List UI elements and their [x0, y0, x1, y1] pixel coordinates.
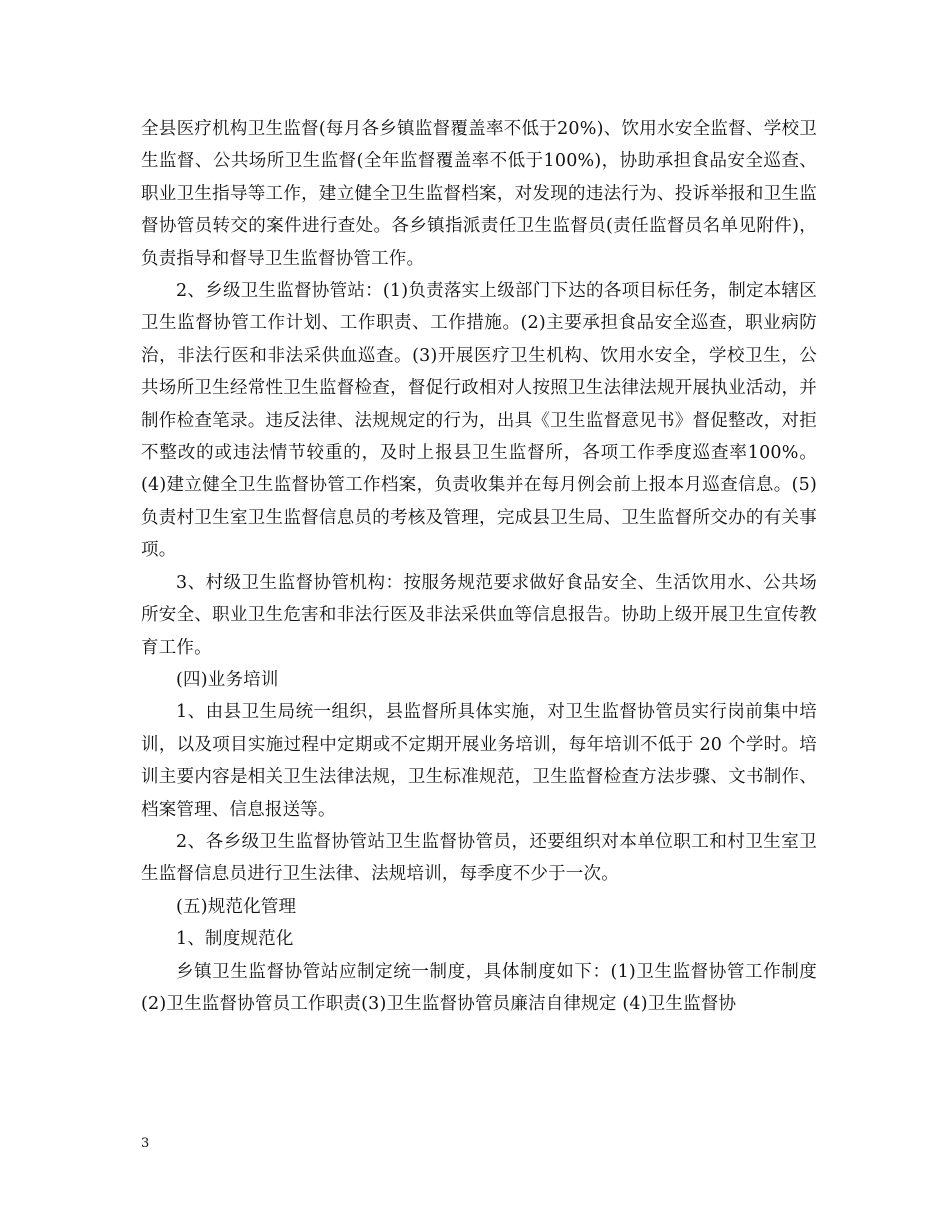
paragraph-3: 3、村级卫生监督协管机构：按服务规范要求做好食品安全、生活饮用水、公共场所安全、职业卫生危害和非法行医及非法采供血等信息报告。协助上级开展卫生宣传教育工作。	[141, 572, 817, 658]
paragraph-2: 2、乡级卫生监督协管站：(1)负责落实上级部门下达的各项目标任务，制定本辖区卫生监督协管工作计划、工作职责、工作措施。(2)主要承担食品安全巡查，职业病防治，非法行医和非法采供血巡查。(3)开展医疗卫生机构、饮用水安全，学校卫生，公共场所卫生经常性卫生监督检查，督促行政相对人按照卫生法律法规开展执业活动，并制作检查笔录。违反法律、法规规定的行为，出具《卫生监督意见书》督促整改，对拒不整改的或违法情节较重的，及时上报县卫生监督所，各项工作季度巡查率100%。(4)建立健全卫生监督协管工作档案，负责收集并在每月例会前上报本月巡查信息。(5)负责村卫生室卫生监督信息员的考核及管理，完成县卫生局、卫生监督所交办的有关事项。	[141, 281, 817, 561]
paragraph-5: 1、由县卫生局统一组织，县监督所具体实施，对卫生监督协管员实行岗前集中培训，以及项目实施过程中定期或不定期开展业务培训，每年培训不低于 20 个学时。培训主要内容是相关卫生法律法规，卫生标准规范，卫生监督检查方法步骤、文书制作、档案管理、信息报送等。	[141, 702, 818, 820]
paragraph-9: 乡镇卫生监督协管站应制定统一制度，具体制度如下：(1)卫生监督协管工作制度(2)卫生监督协管员工作职责(3)卫生监督协管员廉洁自律规定 (4)卫生监督协	[141, 961, 817, 1014]
section-heading-training: (四)业务培训	[176, 669, 279, 690]
paragraph-6: 2、各乡级卫生监督协管站卫生监督协管员，还要组织对本单位职工和村卫生室卫生监督信息员进行卫生法律、法规培训，每季度不少于一次。	[141, 831, 817, 885]
section-heading-management: (五)规范化管理	[176, 896, 297, 917]
page-number: 3	[141, 1136, 150, 1151]
paragraph-1: 全县医疗机构卫生监督(每月各乡镇监督覆盖率不低于20%)、饮用水安全监督、学校卫生监督、公共场所卫生监督(全年监督覆盖率不低于100%)，协助承担食品安全巡查、职业卫生指导等工作，建立健全卫生监督档案，对发现的违法行为、投诉举报和卫生监督协管员转交的案件进行查处。各乡镇指派责任卫生监督员(责任监督员名单见附件)，负责指导和督导卫生监督协管工作。	[141, 119, 817, 269]
subheading-system: 1、制度规范化	[176, 929, 294, 950]
document-body	[141, 113, 817, 1020]
